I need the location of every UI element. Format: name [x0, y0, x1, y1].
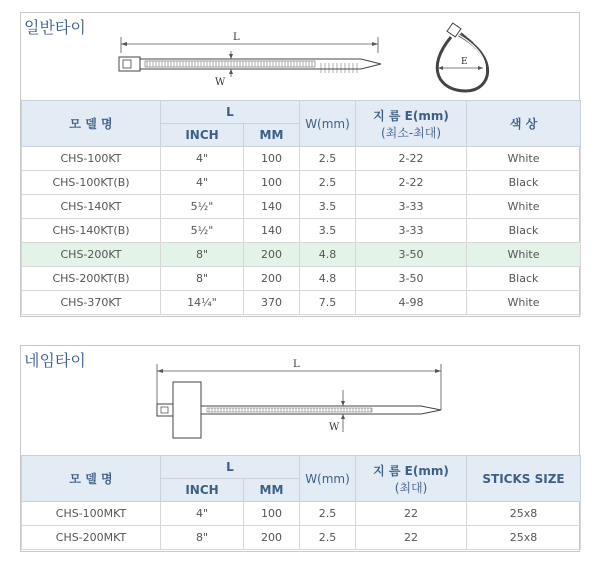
section-title: 네임타이 — [24, 351, 86, 370]
cell-color: White — [467, 243, 581, 267]
section-title: 일반타이 — [24, 18, 86, 37]
table-row — [22, 219, 581, 243]
cell-mm: 200 — [244, 526, 300, 550]
cell-mm: 100 — [244, 171, 300, 195]
col-width-label: W(mm) — [305, 471, 350, 486]
col-diameter-sub: (최대) — [394, 480, 428, 495]
table-row — [22, 147, 581, 171]
col-color: 색 상 — [467, 101, 581, 147]
cell-color: White — [467, 147, 581, 171]
table-row — [22, 526, 581, 550]
col-length: L — [161, 456, 300, 479]
cell-w: 7.5 — [300, 291, 356, 315]
table-row — [22, 291, 581, 315]
loop-label: E — [461, 57, 468, 67]
name-tie-panel — [20, 345, 580, 552]
length-label: L — [233, 32, 240, 43]
cell-mm: 100 — [244, 502, 300, 526]
cell-inch: 8" — [161, 526, 244, 550]
table-row — [22, 502, 581, 526]
cell-mm: 140 — [244, 219, 300, 243]
cell-inch: 5½" — [161, 219, 244, 243]
col-inch: INCH — [161, 479, 244, 502]
cell-sticks: 25x8 — [467, 502, 581, 526]
cell-color: Black — [467, 219, 581, 243]
cell-e: 3-33 — [356, 195, 467, 219]
cell-mm: 200 — [244, 267, 300, 291]
cell-inch: 4" — [161, 171, 244, 195]
table-row — [22, 171, 581, 195]
col-mm: MM — [244, 479, 300, 502]
cell-inch: 8" — [161, 243, 244, 267]
cell-mm: 200 — [244, 243, 300, 267]
cell-w: 2.5 — [300, 526, 356, 550]
cell-w: 4.8 — [300, 267, 356, 291]
cell-color: White — [467, 291, 581, 315]
cell-model: CHS-200MKT — [22, 526, 161, 550]
width-label: W — [215, 77, 226, 88]
cell-sticks: 25x8 — [467, 526, 581, 550]
cell-color: White — [467, 195, 581, 219]
cell-model: CHS-140KT(B) — [22, 219, 161, 243]
cell-mm: 140 — [244, 195, 300, 219]
col-width-label: W(mm) — [305, 116, 350, 131]
cell-inch: 4" — [161, 502, 244, 526]
table-row — [22, 267, 581, 291]
cell-color: Black — [467, 267, 581, 291]
cell-w: 3.5 — [300, 195, 356, 219]
cell-w: 4.8 — [300, 243, 356, 267]
col-sticks-size: STICKS SIZE — [467, 456, 581, 502]
col-diameter-sub: (최소-최대) — [380, 125, 442, 140]
cell-inch: 14¼" — [161, 291, 244, 315]
cell-color: Black — [467, 171, 581, 195]
cell-inch: 5½" — [161, 195, 244, 219]
cell-mm: 100 — [244, 147, 300, 171]
cell-e: 3-50 — [356, 243, 467, 267]
table-row — [22, 195, 581, 219]
cell-model: CHS-200KT(B) — [22, 267, 161, 291]
cell-mm: 370 — [244, 291, 300, 315]
cell-w: 2.5 — [300, 502, 356, 526]
cell-w: 2.5 — [300, 171, 356, 195]
col-diameter-label: 지 름 E(mm) — [373, 108, 449, 123]
cell-e: 22 — [356, 502, 467, 526]
col-diameter — [356, 456, 467, 502]
cell-model: CHS-100MKT — [22, 502, 161, 526]
cell-e: 3-50 — [356, 267, 467, 291]
col-length: L — [161, 101, 300, 124]
col-inch: INCH — [161, 124, 244, 147]
cell-inch: 4" — [161, 147, 244, 171]
cell-e: 2-22 — [356, 171, 467, 195]
col-diameter-label: 지 름 E(mm) — [373, 463, 449, 478]
col-model: 모 델 명 — [22, 456, 161, 502]
col-mm: MM — [244, 124, 300, 147]
cell-model: CHS-370KT — [22, 291, 161, 315]
cable-tie-table — [21, 100, 581, 315]
cable-tie-diagram — [21, 13, 581, 100]
cell-inch: 8" — [161, 267, 244, 291]
length-label: L — [293, 359, 300, 370]
cell-e: 3-33 — [356, 219, 467, 243]
name-tie-table — [21, 455, 581, 550]
cable-tie-panel — [20, 12, 580, 317]
col-diameter — [356, 101, 467, 147]
table-row-highlighted — [22, 243, 581, 267]
cell-w: 2.5 — [300, 147, 356, 171]
cell-model: CHS-200KT — [22, 243, 161, 267]
cell-model: CHS-100KT(B) — [22, 171, 161, 195]
cell-model: CHS-100KT — [22, 147, 161, 171]
cell-model: CHS-140KT — [22, 195, 161, 219]
col-width — [300, 101, 356, 147]
cell-e: 4-98 — [356, 291, 467, 315]
width-label: W — [329, 422, 340, 433]
cell-e: 2-22 — [356, 147, 467, 171]
col-width — [300, 456, 356, 502]
cell-e: 22 — [356, 526, 467, 550]
col-model: 모 델 명 — [22, 101, 161, 147]
cell-w: 3.5 — [300, 219, 356, 243]
name-tie-diagram — [21, 346, 581, 455]
